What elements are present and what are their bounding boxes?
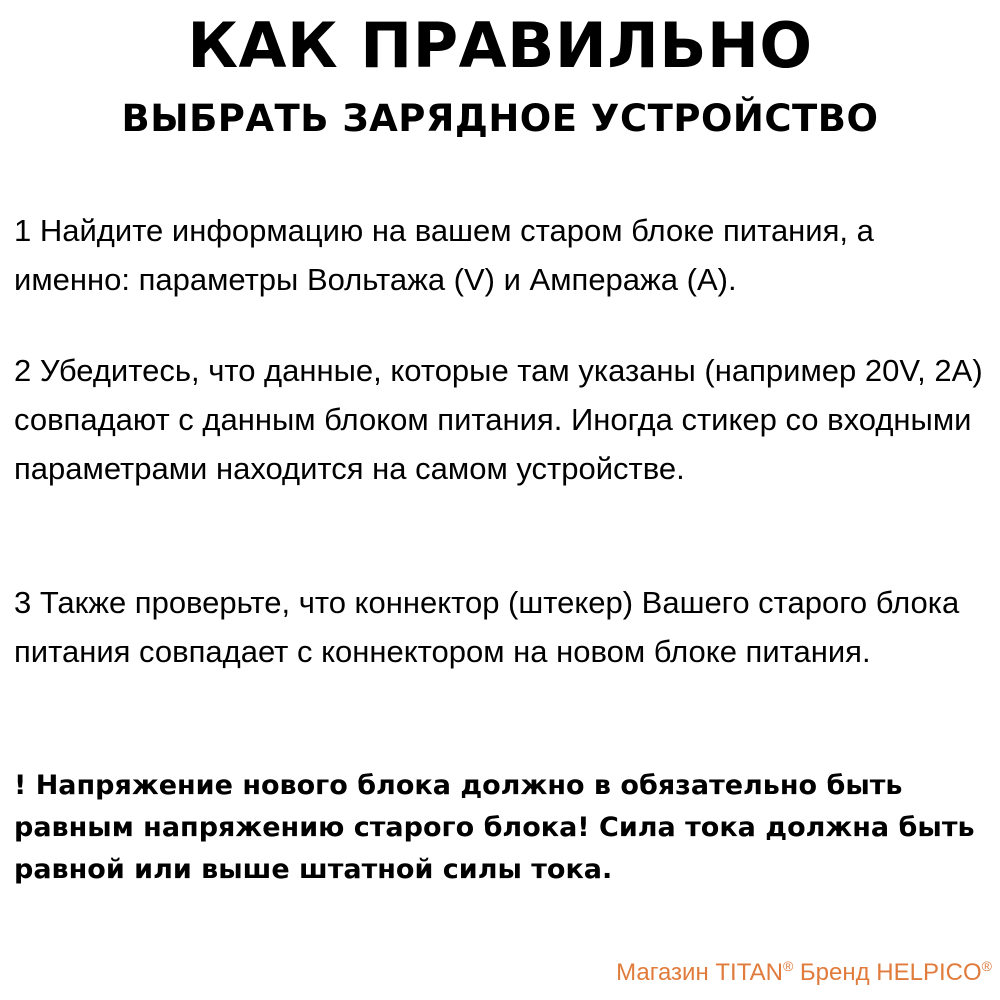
footer-brand-name: Бренд HELPICO	[793, 959, 982, 986]
page-title: КАК ПРАВИЛЬНО	[187, 9, 813, 82]
registered-mark: ®	[981, 958, 992, 974]
page-subtitle: ВЫБРАТЬ ЗАРЯДНОЕ УСТРОЙСТВО	[121, 97, 879, 140]
step-2-text: 2 Убедитесь, что данные, которые там указаны (например 20V, 2A) совпадают с данным блоком питания. Иногда стикер со входными параметрами находится на самом устройстве.	[14, 353, 983, 486]
footer-shop-name: Магазин TITAN	[616, 959, 783, 986]
footer-brand-credit	[616, 957, 992, 989]
warning-text: ! Напряжение нового блока должно в обязательно быть равным напряжению старого блока! Сила тока должна быть равной или выше штатной силы тока.	[14, 770, 975, 885]
step-1-text: 1 Найдите информацию на вашем старом блоке питания, а именно: параметры Вольтажа (V) и Ампеража (A).	[14, 213, 874, 297]
step-3-text: 3 Также проверьте, что коннектор (штекер) Вашего старого блока питания совпадает с коннектором на новом блоке питания.	[14, 585, 960, 669]
registered-mark: ®	[782, 958, 794, 974]
